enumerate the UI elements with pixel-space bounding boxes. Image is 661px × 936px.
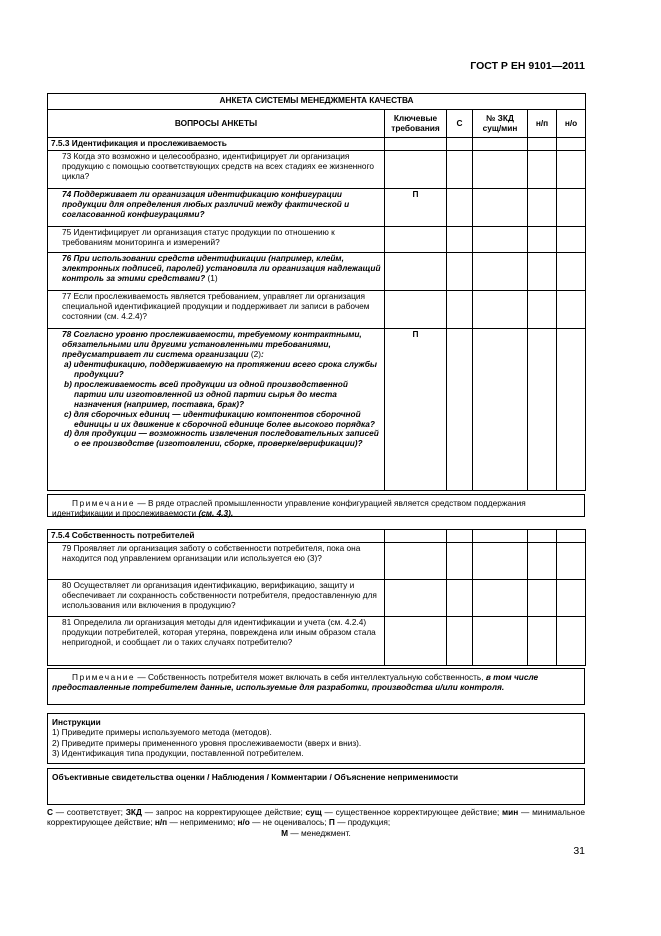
- column-zkd: № ЗКД сущ/мин: [473, 110, 528, 138]
- reference-note: (1): [205, 272, 218, 283]
- table-row: [48, 188, 586, 226]
- sub-item-c: c) для сборочных единиц — идентификацию компонентов сборочной единицы и их движение к сборочной единице более высокого порядка?: [64, 408, 375, 429]
- legend-text: — продукция;: [334, 817, 391, 828]
- note-reference: (см. 4.3).: [198, 508, 234, 519]
- sub-item-b: b) прослеживаемость всей продукции из одной производственной партии или изготовленной из одной партии сырья до места назначения (например, поставка, брак)?: [64, 378, 348, 409]
- table-row: [48, 328, 586, 490]
- table-row: [48, 150, 586, 188]
- question-text: Поддерживает ли организация идентификацию конфигурации продукции для определения любых различий между фактической и согласованной конфигурациями?: [62, 188, 350, 219]
- section-heading-753: 7.5.3 Идентификация и прослеживаемость: [48, 138, 385, 151]
- sub-item-d: d) для продукции — возможность извлечения последовательных записей о ее производстве (изготовлении, сборке, проверке/верификации)?: [64, 428, 379, 449]
- legend-abbr: М: [281, 827, 289, 838]
- note-bold-text: в том числе предоставленные потребителем данные, используемые для разработки, производства и/или контроля.: [52, 672, 539, 693]
- column-np: н/п: [528, 110, 557, 138]
- column-key-requirements: Ключевые требования: [385, 110, 447, 138]
- legend-text: — соответствует;: [53, 807, 126, 817]
- table-row: [48, 579, 586, 616]
- question-number: 73: [62, 150, 72, 161]
- question-number: 77: [62, 290, 72, 301]
- question-text: Когда это возможно и целесообразно, идентифицирует ли организация продукцию с помощью соответствующих средств на всех стадиях ее жизненного цикла?: [62, 150, 374, 181]
- table-title: АНКЕТА СИСТЕМЫ МЕНЕДЖМЕНТА КАЧЕСТВА: [48, 94, 586, 110]
- section-heading-754: 7.5.4 Собственность потребителей: [48, 530, 385, 543]
- question-number: 75: [62, 226, 72, 237]
- document-id: ГОСТ Р ЕН 9101—2011: [470, 60, 585, 72]
- question-number: 74: [62, 188, 72, 199]
- legend-text: — запрос на корректирующее действие;: [141, 807, 306, 817]
- column-no: н/о: [557, 110, 586, 138]
- instruction-item: 3) Идентификация типа продукции, поставленной потребителем.: [52, 748, 304, 759]
- question-number: 80: [62, 579, 72, 590]
- note-customer-property: [47, 668, 585, 705]
- colon: :: [261, 348, 264, 359]
- note-label: Примечание: [72, 498, 136, 508]
- page-number: 31: [573, 845, 585, 857]
- evidence-title: Объективные свидетельства оценки / Наблюдения / Комментарии / Объяснение неприменимости: [52, 772, 459, 782]
- question-text: Если прослеживаемость является требованием, управляет ли организация специальной идентификацией продукции и поддерживает ли записи в рабочем состоянии (см. 4.2.4)?: [62, 290, 370, 321]
- note-text: — В ряде отраслей промышленности управление конфигурацией является средством поддержания идентификации и прослеживаемости: [52, 498, 526, 519]
- key-requirement-mark: П: [385, 188, 447, 226]
- reference-note: (2): [248, 348, 262, 359]
- questionnaire-table-section-754: [47, 529, 586, 666]
- question-number: 81: [62, 616, 72, 627]
- instruction-item: 1) Приведите примеры используемого метода (методов).: [52, 727, 272, 738]
- legend-abbr: С: [47, 807, 53, 817]
- note-configuration: [47, 494, 585, 517]
- questionnaire-table: [47, 93, 586, 491]
- table-row: [48, 226, 586, 252]
- legend-abbr: мин: [502, 807, 519, 817]
- table-row: [48, 616, 586, 665]
- note-text: — Собственность потребителя может включать в себя интеллектуальную собственность,: [135, 672, 486, 682]
- column-c: С: [447, 110, 473, 138]
- question-number: 78: [62, 328, 72, 339]
- legend-abbr: н/о: [237, 817, 250, 828]
- sub-item-a: a) идентификацию, поддерживаемую на протяжении всего срока службы продукции?: [64, 358, 377, 379]
- legend-text: — менеджмент.: [288, 827, 351, 838]
- column-questions: ВОПРОСЫ АНКЕТЫ: [48, 110, 385, 138]
- table-row: [48, 542, 586, 579]
- question-text: Осуществляет ли организация идентификацию, верификацию, защиту и обеспечивает ли сохранность собственности потребителя, предоставленную для использования или включения в продукцию?: [62, 579, 377, 610]
- question-number: 76: [62, 252, 72, 263]
- legend-abbr: н/п: [154, 817, 168, 828]
- question-number: 79: [62, 542, 72, 553]
- evidence-box: [47, 768, 585, 805]
- legend-abbr: ЗКД: [125, 807, 142, 817]
- instructions-box: [47, 713, 585, 764]
- question-text: Идентифицирует ли организация статус продукции по отношению к требованиям мониторинга и измерений?: [62, 226, 335, 247]
- legend-abbr: П: [328, 817, 335, 828]
- question-text: Проявляет ли организация заботу о собственности потребителя, пока она находится под управлением организации или используется ею (3)?: [62, 542, 361, 563]
- legend-text: — минимальное корректирующее действие;: [47, 807, 585, 828]
- instruction-item: 2) Приведите примеры примененного уровня прослеживаемости (вверх и вниз).: [52, 737, 362, 748]
- question-text: При использовании средств идентификации (например, клейм, электронных подписей, паролей) установила ли организация надлежащий контроль за этими средствами?: [62, 252, 381, 283]
- legend-text: — не оценивалось;: [249, 817, 329, 828]
- key-requirement-mark: П: [385, 328, 447, 490]
- instructions-title: Инструкции: [52, 717, 101, 727]
- question-text: Определила ли организация методы для идентификации и учета (см. 4.2.4) продукции потребителей, которая утеряна, повреждена или иным образом стала непригодной, и сообщает ли о таких случаях потребителю?: [62, 616, 376, 647]
- legend-abbr: сущ: [305, 807, 322, 817]
- table-row: [48, 290, 586, 328]
- table-row: [48, 252, 586, 290]
- question-text: Согласно уровню прослеживаемости, требуемому контрактными, обязательными или другими установленными требованиями, предусматривает ли система организации: [62, 328, 362, 359]
- legend: [47, 807, 585, 838]
- note-label: Примечание: [72, 672, 136, 682]
- legend-text: — существенное корректирующее действие;: [321, 807, 503, 817]
- legend-text: — неприменимо;: [167, 817, 238, 828]
